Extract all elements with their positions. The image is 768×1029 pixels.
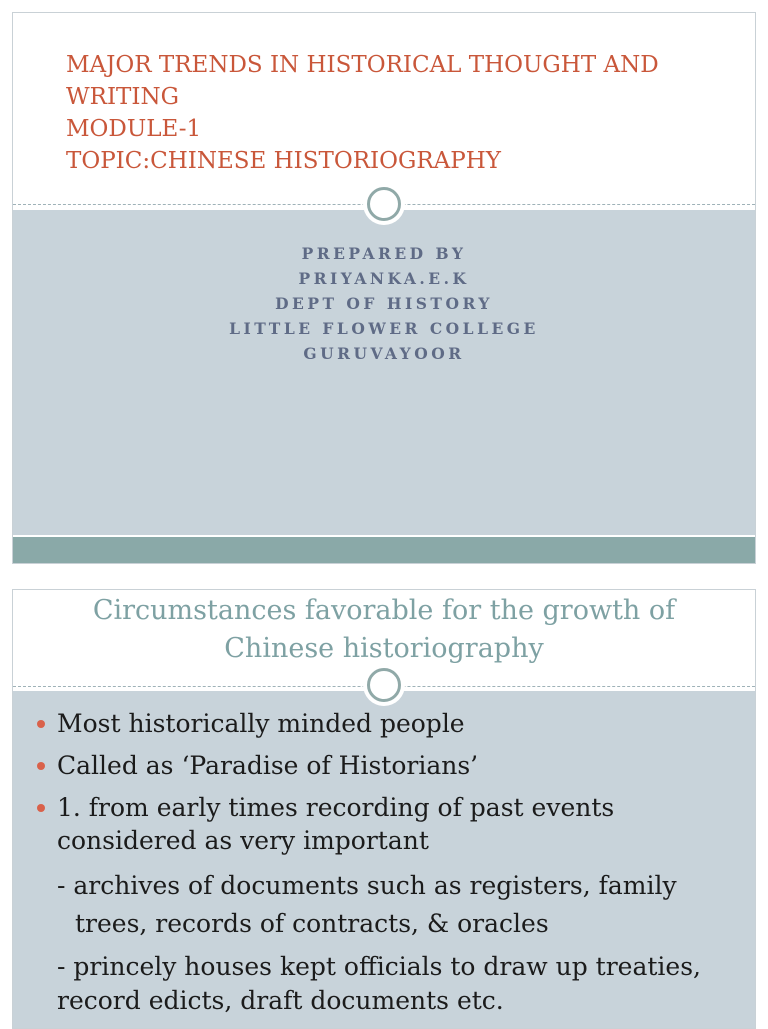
credit-line: PREPARED BY (301, 244, 467, 263)
bullet-dot-icon (37, 720, 45, 728)
ring-divider-icon (367, 668, 401, 702)
title-line: Circumstances favorable for the growth of (92, 595, 676, 626)
ring-divider-icon (367, 187, 401, 221)
sub-point-line: - princely houses kept officials to draw up treaties, (57, 952, 701, 981)
credit-line: DEPT OF HISTORY (275, 294, 493, 313)
title-line: TOPIC:CHINESE HISTORIOGRAPHY (66, 148, 501, 174)
list-item (13, 707, 755, 740)
sub-point-line: trees, records of contracts, & oracles (75, 909, 549, 938)
slide-2 (12, 589, 756, 1029)
credit-line: PRIYANKA.E.K (298, 269, 470, 288)
credit-line: LITTLE FLOWER COLLEGE (229, 319, 539, 338)
footer-bar (13, 537, 755, 563)
credit-line: GURUVAYOOR (303, 344, 465, 363)
bullet-dot-icon (37, 762, 45, 770)
title-line: MAJOR TRENDS IN HISTORICAL THOUGHT AND (66, 52, 659, 78)
list-item (13, 791, 647, 857)
title-line: Chinese historiography (224, 633, 544, 664)
sub-point (13, 867, 755, 943)
bullet-text: Most historically minded people (57, 709, 465, 738)
bullet-text: Called as ‘Paradise of Historians’ (57, 751, 479, 780)
slide-2-title (13, 592, 755, 668)
sub-point (13, 950, 755, 1018)
credits-block (13, 241, 755, 366)
sub-point-line: - archives of documents such as registers, family (57, 871, 677, 900)
slide-1 (12, 12, 756, 564)
slide-1-title-area (13, 13, 755, 209)
sub-point-line: record edicts, draft documents etc. (57, 986, 504, 1015)
bullet-text: 1. from early times recording of past events considered as very important (57, 793, 615, 855)
bullet-dot-icon (37, 804, 45, 812)
slide-1-title (66, 49, 659, 177)
title-line: WRITING (66, 84, 179, 110)
bullet-list (13, 707, 755, 866)
title-line: MODULE-1 (66, 116, 202, 142)
list-item (13, 749, 755, 782)
